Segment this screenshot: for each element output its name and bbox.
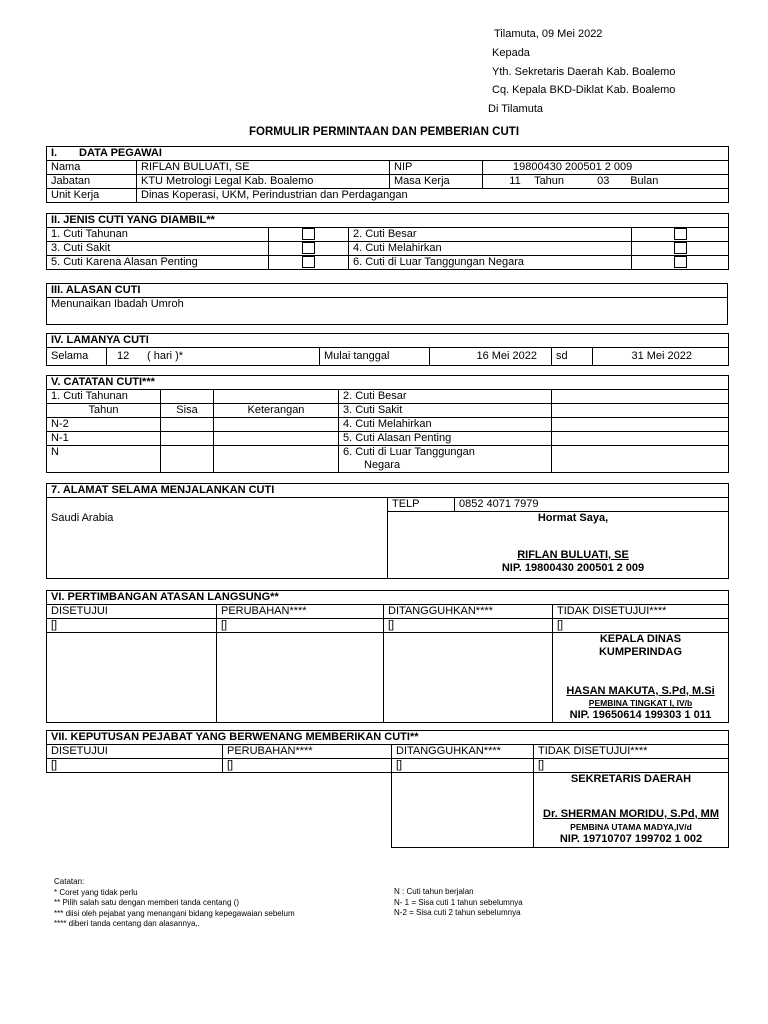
catatan-cuti-melahirkan-value[interactable]: [552, 418, 729, 432]
option-cuti-sakit: 3. Cuti Sakit: [47, 242, 269, 256]
ket-n1[interactable]: [214, 432, 339, 446]
section-catatan-cuti: [46, 375, 729, 473]
label-mulai: Mulai tanggal: [320, 348, 430, 366]
checkbox-cuti-luar-tanggungan[interactable]: [632, 256, 729, 270]
section-heading: VI. PERTIMBANGAN ATASAN LANGSUNG**: [47, 591, 729, 605]
checkbox-cuti-besar[interactable]: [632, 228, 729, 242]
option-cuti-melahirkan: 4. Cuti Melahirkan: [349, 242, 632, 256]
value-sampai[interactable]: 31 Mei 2022: [593, 348, 729, 366]
section-jenis-cuti: [46, 213, 729, 270]
option-cuti-besar: 2. Cuti Besar: [349, 228, 632, 242]
checkbox-cuti-tahunan[interactable]: [269, 228, 349, 242]
section-lamanya-cuti: [46, 333, 729, 366]
notes-right: N : Cuti tahun berjalan N- 1 = Sisa cuti 1 tahun sebelumnya N-2 = Sisa cuti 2 tahun sebelumnya: [394, 887, 523, 917]
section-heading: 7. ALAMAT SELAMA MENJALANKAN CUTI: [47, 484, 729, 498]
value-jabatan[interactable]: KTU Metrologi Legal Kab. Boalemo: [137, 175, 390, 189]
col-perubahan: PERUBAHAN****: [223, 745, 392, 759]
section-data-pegawai: [46, 146, 729, 203]
col-disetujui: DISETUJUI: [47, 605, 217, 619]
label-jabatan: Jabatan: [47, 175, 137, 189]
section-heading: III. ALASAN CUTI: [47, 284, 728, 298]
mark-tidak-disetujui[interactable]: []: [534, 759, 729, 773]
section-heading: II. JENIS CUTI YANG DIAMBIL**: [47, 214, 729, 228]
label-telp: TELP: [388, 498, 455, 512]
notes-ditangguhkan[interactable]: [384, 633, 553, 723]
col-sisa: Sisa: [161, 404, 214, 418]
label-selama: Selama: [47, 348, 107, 366]
value-alamat[interactable]: Saudi Arabia: [47, 512, 388, 579]
section-heading: V. CATATAN CUTI***: [47, 376, 729, 390]
sisa-n2[interactable]: [161, 418, 214, 432]
checkbox-cuti-alasan-penting[interactable]: [269, 256, 349, 270]
option-cuti-tahunan: 1. Cuti Tahunan: [47, 228, 269, 242]
row-n1: N-1: [47, 432, 161, 446]
col-tidak-disetujui: TIDAK DISETUJUI****: [553, 605, 729, 619]
mark-perubahan[interactable]: []: [223, 759, 392, 773]
sisa-n[interactable]: [161, 446, 214, 473]
ket-n[interactable]: [214, 446, 339, 473]
catatan-cuti-luar-tanggungan: 6. Cuti di Luar Tanggungan Negara: [339, 446, 552, 473]
section-alamat: [46, 483, 729, 579]
label-sd: sd: [552, 348, 593, 366]
mark-disetujui[interactable]: []: [47, 619, 217, 633]
col-tidak-disetujui: TIDAK DISETUJUI****: [534, 745, 729, 759]
value-unit-kerja[interactable]: Dinas Koperasi, UKM, Perindustrian dan Perdagangan: [137, 189, 729, 203]
mark-ditangguhkan[interactable]: []: [392, 759, 534, 773]
mark-perubahan[interactable]: []: [217, 619, 384, 633]
section-heading: IV. LAMANYA CUTI: [47, 334, 729, 348]
value-masa-kerja[interactable]: 11 Tahun 03 Bulan: [483, 175, 729, 189]
mark-tidak-disetujui[interactable]: []: [553, 619, 729, 633]
row-n: N: [47, 446, 161, 473]
signature-atasan: KEPALA DINAS KUMPERINDAG HASAN MAKUTA, S.Pd, M.Si PEMBINA TINGKAT I, IV/b NIP. 19650614 199303 1 011: [553, 633, 729, 723]
catatan-cuti-alasan-penting: 5. Cuti Alasan Penting: [339, 432, 552, 446]
checkbox-cuti-melahirkan[interactable]: [632, 242, 729, 256]
mark-disetujui[interactable]: []: [47, 759, 223, 773]
catatan-cuti-sakit: 3. Cuti Sakit: [339, 404, 552, 418]
value-nama[interactable]: RIFLAN BULUATI, SE: [137, 161, 390, 175]
label-nip: NIP: [390, 161, 483, 175]
checkbox-cuti-sakit[interactable]: [269, 242, 349, 256]
section-keputusan: [46, 730, 728, 851]
value-nip[interactable]: 19800430 200501 2 009: [483, 161, 729, 175]
mark-ditangguhkan[interactable]: []: [384, 619, 553, 633]
notes-ditangguhkan[interactable]: [392, 773, 534, 848]
notes-perubahan[interactable]: [217, 633, 384, 723]
catatan-cuti-sakit-value[interactable]: [552, 404, 729, 418]
signature-pemohon: Hormat Saya, RIFLAN BULUATI, SE NIP. 19800430 200501 2 009: [388, 512, 729, 579]
value-selama[interactable]: 12 ( hari )*: [107, 348, 320, 366]
col-ditangguhkan: DITANGGUHKAN****: [384, 605, 553, 619]
addressee: Yth. Sekretaris Daerah Kab. Boalemo: [492, 66, 676, 78]
notes-disetujui[interactable]: [47, 633, 217, 723]
ket-n2[interactable]: [214, 418, 339, 432]
section-alasan-cuti: [46, 283, 728, 325]
label-unit-kerja: Unit Kerja: [47, 189, 137, 203]
catatan-cuti-alasan-penting-value[interactable]: [552, 432, 729, 446]
col-disetujui: DISETUJUI: [47, 745, 223, 759]
section-heading: VII. KEPUTUSAN PEJABAT YANG BERWENANG MEMBERIKAN CUTI**: [47, 731, 729, 745]
addressee-cq: Cq. Kepala BKD-Diklat Kab. Boalemo: [492, 84, 676, 96]
label-masa-kerja: Masa Kerja: [390, 175, 483, 189]
to-label: Kepada: [492, 47, 530, 59]
label-nama: Nama: [47, 161, 137, 175]
value-telp[interactable]: 0852 4071 7979: [455, 498, 729, 512]
col-ditangguhkan: DITANGGUHKAN****: [392, 745, 534, 759]
col-keterangan: Keterangan: [214, 404, 339, 418]
location: Di Tilamuta: [488, 103, 544, 115]
value-mulai[interactable]: 16 Mei 2022: [430, 348, 552, 366]
col-perubahan: PERUBAHAN****: [217, 605, 384, 619]
sisa-n1[interactable]: [161, 432, 214, 446]
value-alasan[interactable]: Menunaikan Ibadah Umroh: [47, 298, 728, 325]
section-heading: I. DATA PEGAWAI: [47, 147, 729, 161]
form-title: FORMULIR PERMINTAAN DAN PEMBERIAN CUTI: [248, 126, 520, 138]
section-pertimbangan: [46, 590, 729, 723]
catatan-cuti-luar-tanggungan-value[interactable]: [552, 446, 729, 473]
notes-left: Catatan: * Coret yang tidak perlu ** Pilih salah satu dengan memberi tanda centang () *** diisi oleh pejabat yang menangani bidang kepegawaian sebelum **** diberi tanda centang dan alasannya,.: [54, 877, 295, 928]
signature-pejabat: SEKRETARIS DAERAH Dr. SHERMAN MORIDU, S.Pd, MM PEMBINA UTAMA MADYA,IV/d NIP. 19710707 199702 1 002: [534, 773, 729, 848]
place-date: Tilamuta, 09 Mei 2022: [494, 28, 603, 40]
option-cuti-alasan-penting: 5. Cuti Karena Alasan Penting: [47, 256, 269, 270]
col-tahun: Tahun: [47, 404, 161, 418]
catatan-cuti-melahirkan: 4. Cuti Melahirkan: [339, 418, 552, 432]
catatan-cuti-besar: 2. Cuti Besar: [339, 390, 552, 404]
row-n2: N-2: [47, 418, 161, 432]
catatan-cuti-besar-value[interactable]: [552, 390, 729, 404]
catatan-cuti-tahunan: 1. Cuti Tahunan: [47, 390, 161, 404]
option-cuti-luar-tanggungan: 6. Cuti di Luar Tanggungan Negara: [349, 256, 632, 270]
